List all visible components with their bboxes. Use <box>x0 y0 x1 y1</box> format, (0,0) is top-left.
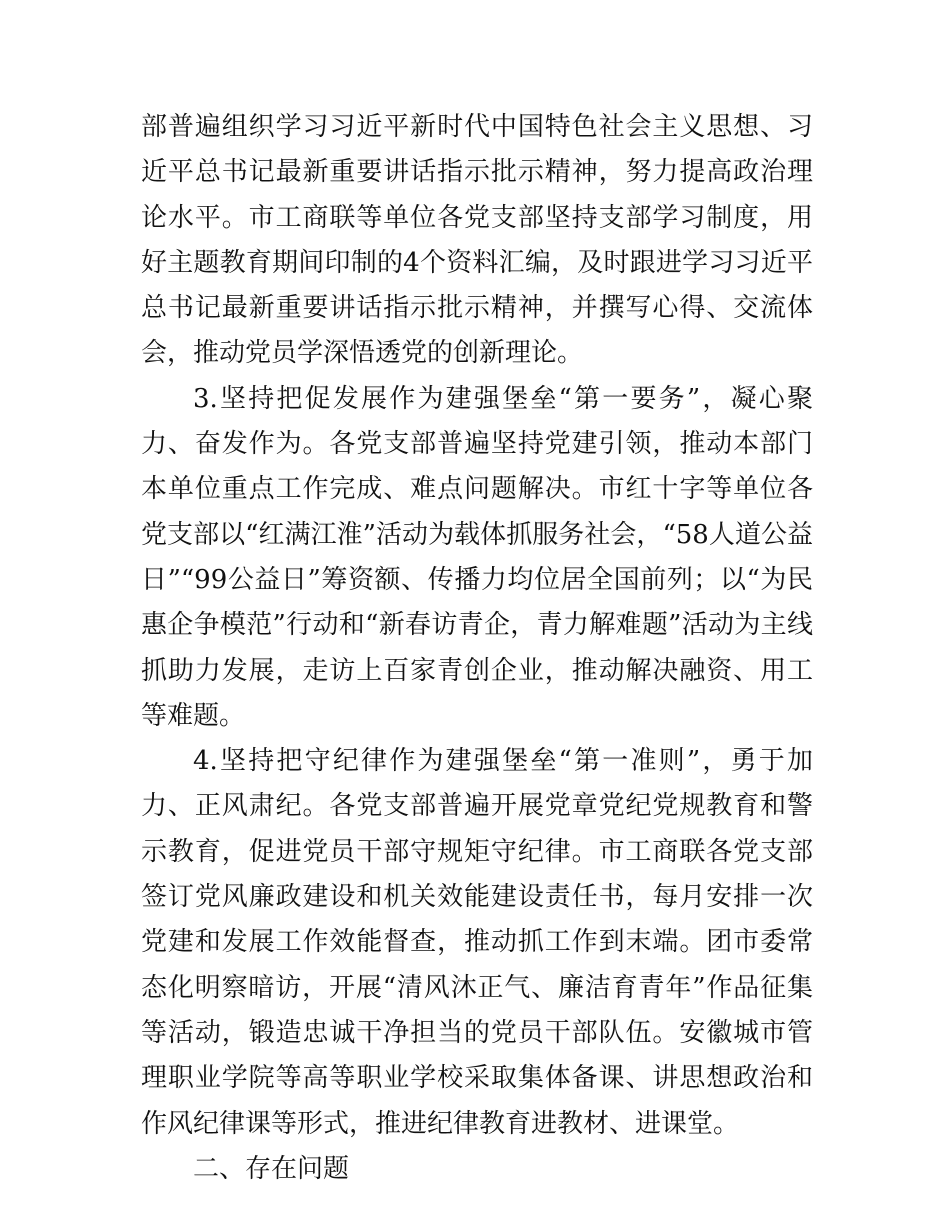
document-body <box>141 105 813 1192</box>
section-heading: 二、存在问题 <box>193 1153 350 1184</box>
paragraph-item-4: 4.坚持把守纪律作为建强堡垒“第一准则”，勇于加力、正风肃纪。各党支部普遍开展党章党纪党规教育和警示教育，促进党员干部守规矩守纪律。市工商联各党支部签订党风廉政建设和机关效能建设责任书，每月安排一次党建和发展工作效能督查，推动抓工作到末端。团市委常态化明察暗访，开展“清风沐正气、廉洁育青年”作品征集等活动，锻造忠诚干净担当的党员干部队伍。安徽城市管理职业学院等高等职业学校采取集体备课、讲思想政治和作风纪律课等形式，推进纪律教育进教材、进课堂。 <box>141 746 813 1139</box>
paragraph-continued: 部普遍组织学习习近平新时代中国特色社会主义思想、习近平总书记最新重要讲话指示批示精神，努力提高政治理论水平。市工商联等单位各党支部坚持支部学习制度，用好主题教育期间印制的4个资料汇编，及时跟进学习习近平总书记最新重要讲话指示批示精神，并撰写心得、交流体会，推动党员学深悟透党的创新理论。 <box>141 112 813 369</box>
paragraph-item-3: 3.坚持把促发展作为建强堡垒“第一要务”，凝心聚力、奋发作为。各党支部普遍坚持党建引领，推动本部门本单位重点工作完成、难点问题解决。市红十字等单位各党支部以“红满江淮”活动为载体抓服务社会，“58人道公益日”“99公益日”筹资额、传播力均位居全国前列；以“为民惠企争模范”行动和“新春访青企，青力解难题”活动为主线抓助力发展，走访上百家青创企业，推动解决融资、用工等难题。 <box>141 383 813 731</box>
